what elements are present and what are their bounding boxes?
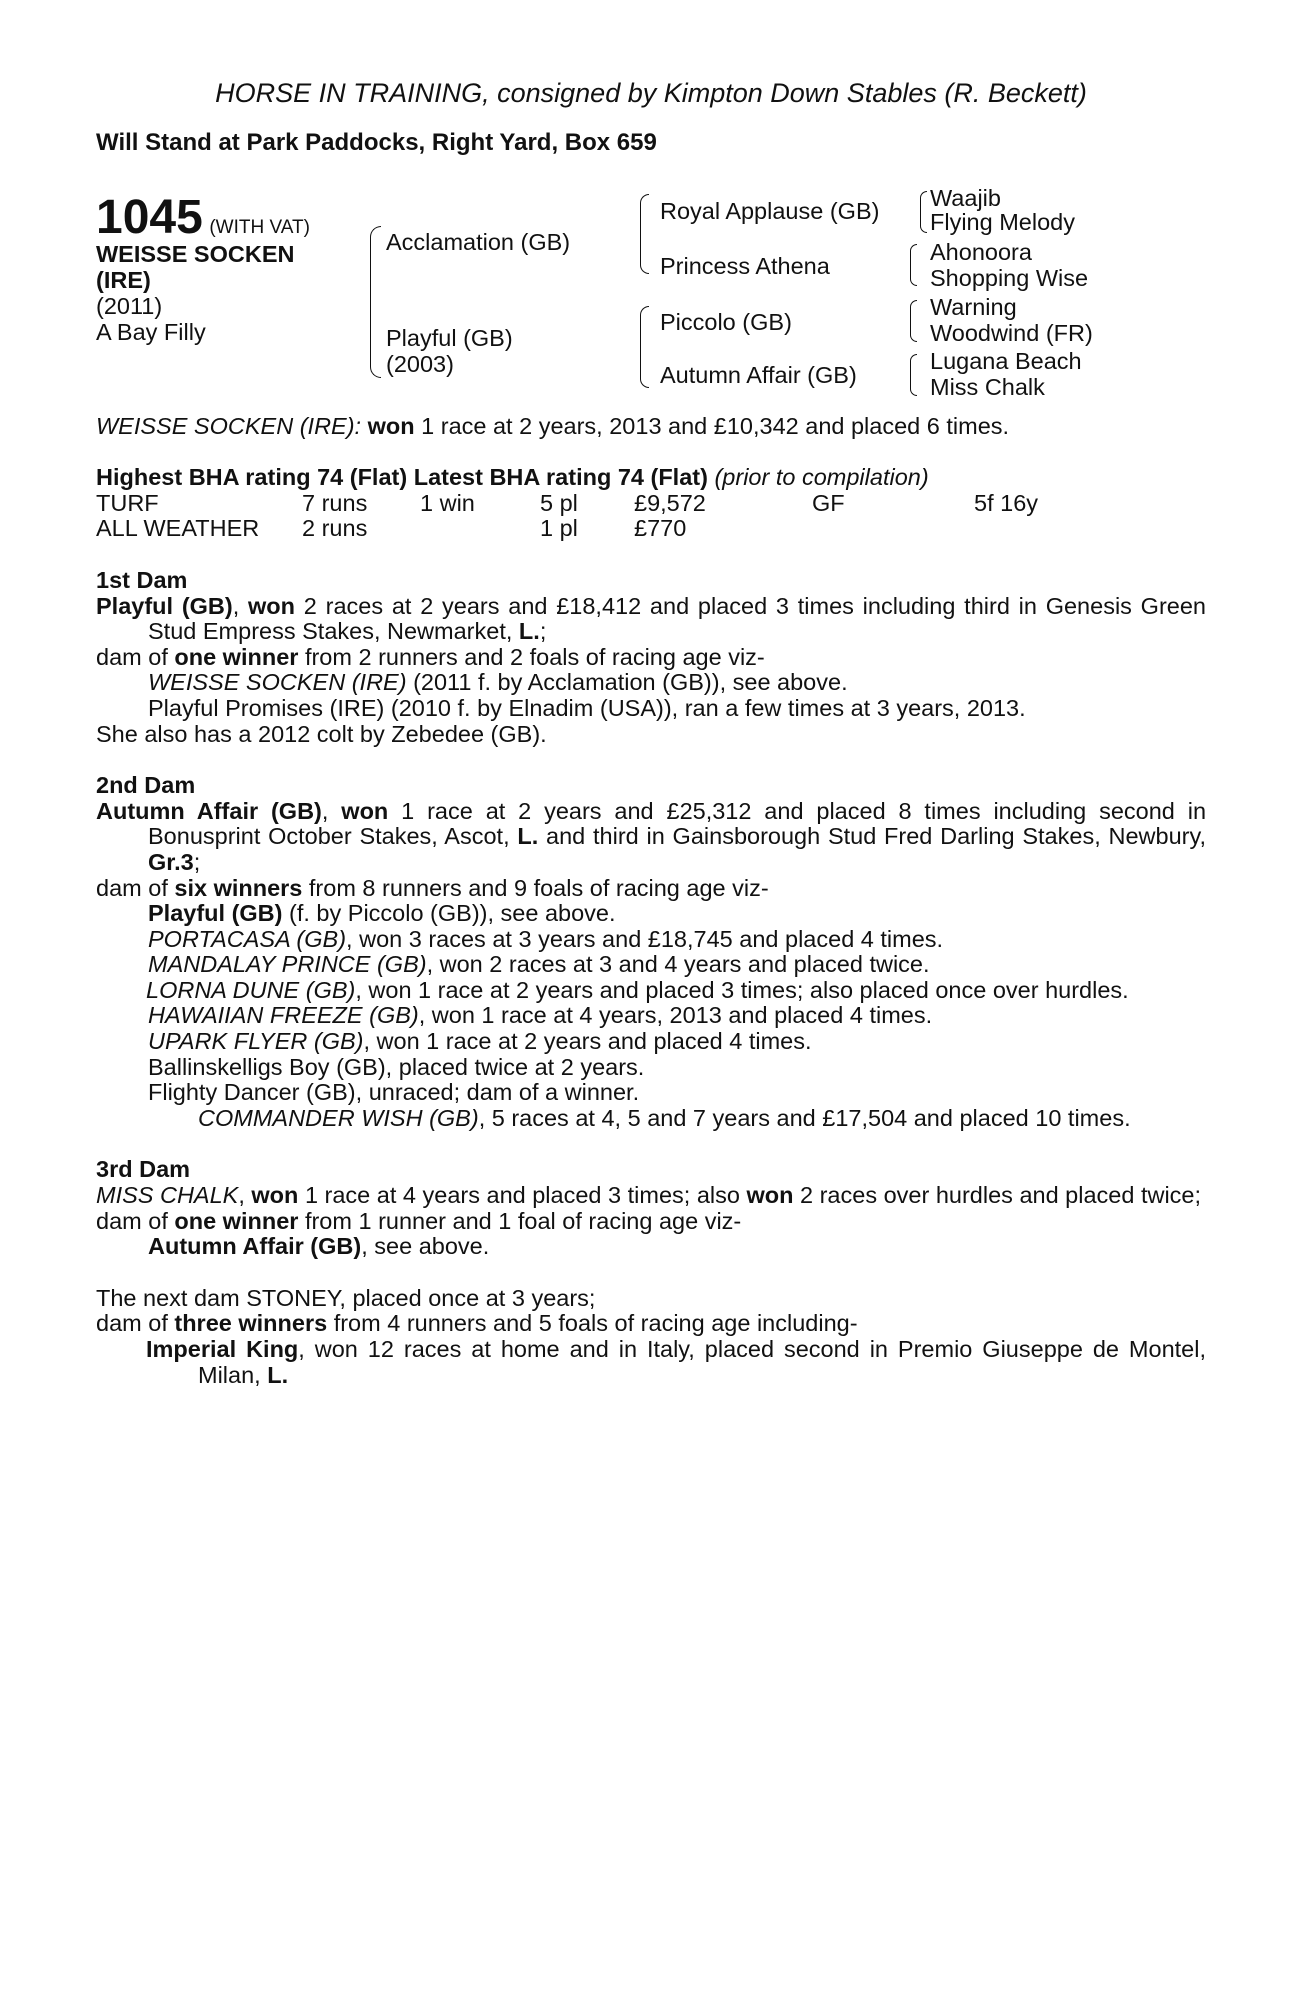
pedigree-block [96,186,1206,414]
consignor-title: HORSE IN TRAINING, consigned by Kimpton Down Stables (R. Beckett) [215,78,1087,108]
produce-entry: Autumn Affair (GB), see above. [148,1233,490,1260]
dam-of-line: dam of three winners from 4 runners and 5 foals of racing age including- [96,1310,858,1337]
sire-sire: Royal Applause (GB) [660,197,880,224]
table-row: TURF 7 runs 1 win 5 pl £9,572 GF 5f 16y [96,489,1039,516]
dam-record: Playful (GB), won 2 races at 2 years and £18,412 and placed 3 times including third in Genesis Green Stud Empress Stakes, Newmarket, L.; [96,592,1206,645]
catalogue-page [96,76,1206,1388]
section-heading: 3rd Dam [96,1156,191,1183]
section-heading: 2nd Dam [96,772,196,799]
dam-of-line: dam of six winners from 8 runners and 9 foals of racing age viz- [96,874,769,901]
gen3-4: Shopping Wise [930,264,1089,291]
lot-heading [96,190,310,244]
produce-entry: Flighty Dancer (GB), unraced; dam of a winner. [148,1079,640,1106]
section-heading: 1st Dam [96,566,188,593]
pedigree-brace [910,300,917,342]
produce-entry: WEISSE SOCKEN (IRE) (2011 f. by Acclamation (GB)), see above. [148,669,848,696]
dam-sire: Piccolo (GB) [660,308,792,335]
horse-description: A Bay Filly [96,318,206,345]
produce-entry: HAWAIIAN FREEZE (GB), won 1 race at 4 years, 2013 and placed 4 times. [148,1002,933,1029]
dam-record: MISS CHALK, won 1 race at 4 years and placed 3 times; also won 2 races over hurdles and placed twice; [96,1182,1202,1209]
produce-entry: UPARK FLYER (GB), won 1 race at 2 years and placed 4 times. [148,1028,812,1055]
race-summary: WEISSE SOCKEN (IRE): won 1 race at 2 years, 2013 and £10,342 and placed 6 times. [96,412,1010,439]
dam-of-line: dam of one winner from 2 runners and 2 foals of racing age viz- [96,643,765,670]
table-row: ALL WEATHER 2 runs 1 pl £770 [96,515,687,542]
pedigree-brace [910,354,917,396]
produce-entry: Playful Promises (IRE) (2010 f. by Elnadim (USA)), ran a few times at 3 years, 2013. [148,694,1026,721]
pedigree-brace [920,191,927,233]
next-dam-line: The next dam STONEY, placed once at 3 years; [96,1284,596,1311]
horse-name-country: (IRE) [96,266,151,293]
horse-name: WEISSE SOCKEN [96,240,295,267]
third-dam-section [96,1157,1206,1259]
dam-dam: Autumn Affair (GB) [660,361,857,388]
also-note: She also has a 2012 colt by Zebedee (GB). [96,720,547,747]
gen3-6: Woodwind (FR) [930,319,1093,346]
produce-entry: MANDALAY PRINCE (GB), won 2 races at 3 and 4 years and placed twice. [148,951,930,978]
pedigree-brace [370,226,381,378]
sire-dam: Princess Athena [660,252,830,279]
race-stats-table [96,491,1038,542]
gen3-1: Waajib [930,184,1001,211]
produce-entry: LORNA DUNE (GB), won 1 race at 2 years and placed 3 times; also placed once over hurdles. [146,976,1129,1003]
bha-rating: Highest BHA rating 74 (Flat) Latest BHA rating 74 (Flat) (prior to compilation) [96,464,929,491]
dam-of-line: dam of one winner from 1 runner and 1 foal of racing age viz- [96,1207,742,1234]
next-dam-section [96,1286,1206,1388]
foaling-year: (2011) [96,292,163,319]
produce-entry: Playful (GB) (f. by Piccolo (GB)), see above. [148,900,616,927]
produce-entry: Ballinskelligs Boy (GB), placed twice at 2 years. [148,1053,645,1080]
gen3-2: Flying Melody [930,208,1075,235]
produce-entry: Imperial King, won 12 races at home and in Italy, placed second in Premio Giuseppe de Montel, Milan, L. [146,1336,1206,1388]
gen3-3: Ahonoora [930,238,1032,265]
lot-vat: (WITH VAT) [209,216,310,238]
dam-year: (2003) [386,350,454,377]
lot-number: 1045 [96,190,203,244]
dam-record: Autumn Affair (GB), won 1 race at 2 years and £25,312 and placed 8 times including second in Bonusprint October Stakes, Ascot, L. and third in Gainsborough Stud Fred Darling Stakes, Newbury, Gr.3; [96,797,1207,875]
gen3-8: Miss Chalk [930,373,1045,400]
stand-location: Will Stand at Park Paddocks, Right Yard, Box 659 [96,129,657,156]
produce-entry: PORTACASA (GB), won 3 races at 3 years and £18,745 and placed 4 times. [148,925,944,952]
produce-entry: COMMANDER WISH (GB), 5 races at 4, 5 and 7 years and £17,504 and placed 10 times. [198,1104,1131,1131]
dam: Playful (GB) [386,324,513,351]
gen3-5: Warning [930,293,1017,320]
pedigree-brace [640,194,649,274]
gen3-7: Lugana Beach [930,347,1082,374]
second-dam-section [96,773,1206,1131]
pedigree-brace [910,244,917,286]
pedigree-brace [640,306,649,388]
first-dam-section [96,568,1206,747]
rating-section [96,465,1206,542]
sire: Acclamation (GB) [386,228,571,255]
